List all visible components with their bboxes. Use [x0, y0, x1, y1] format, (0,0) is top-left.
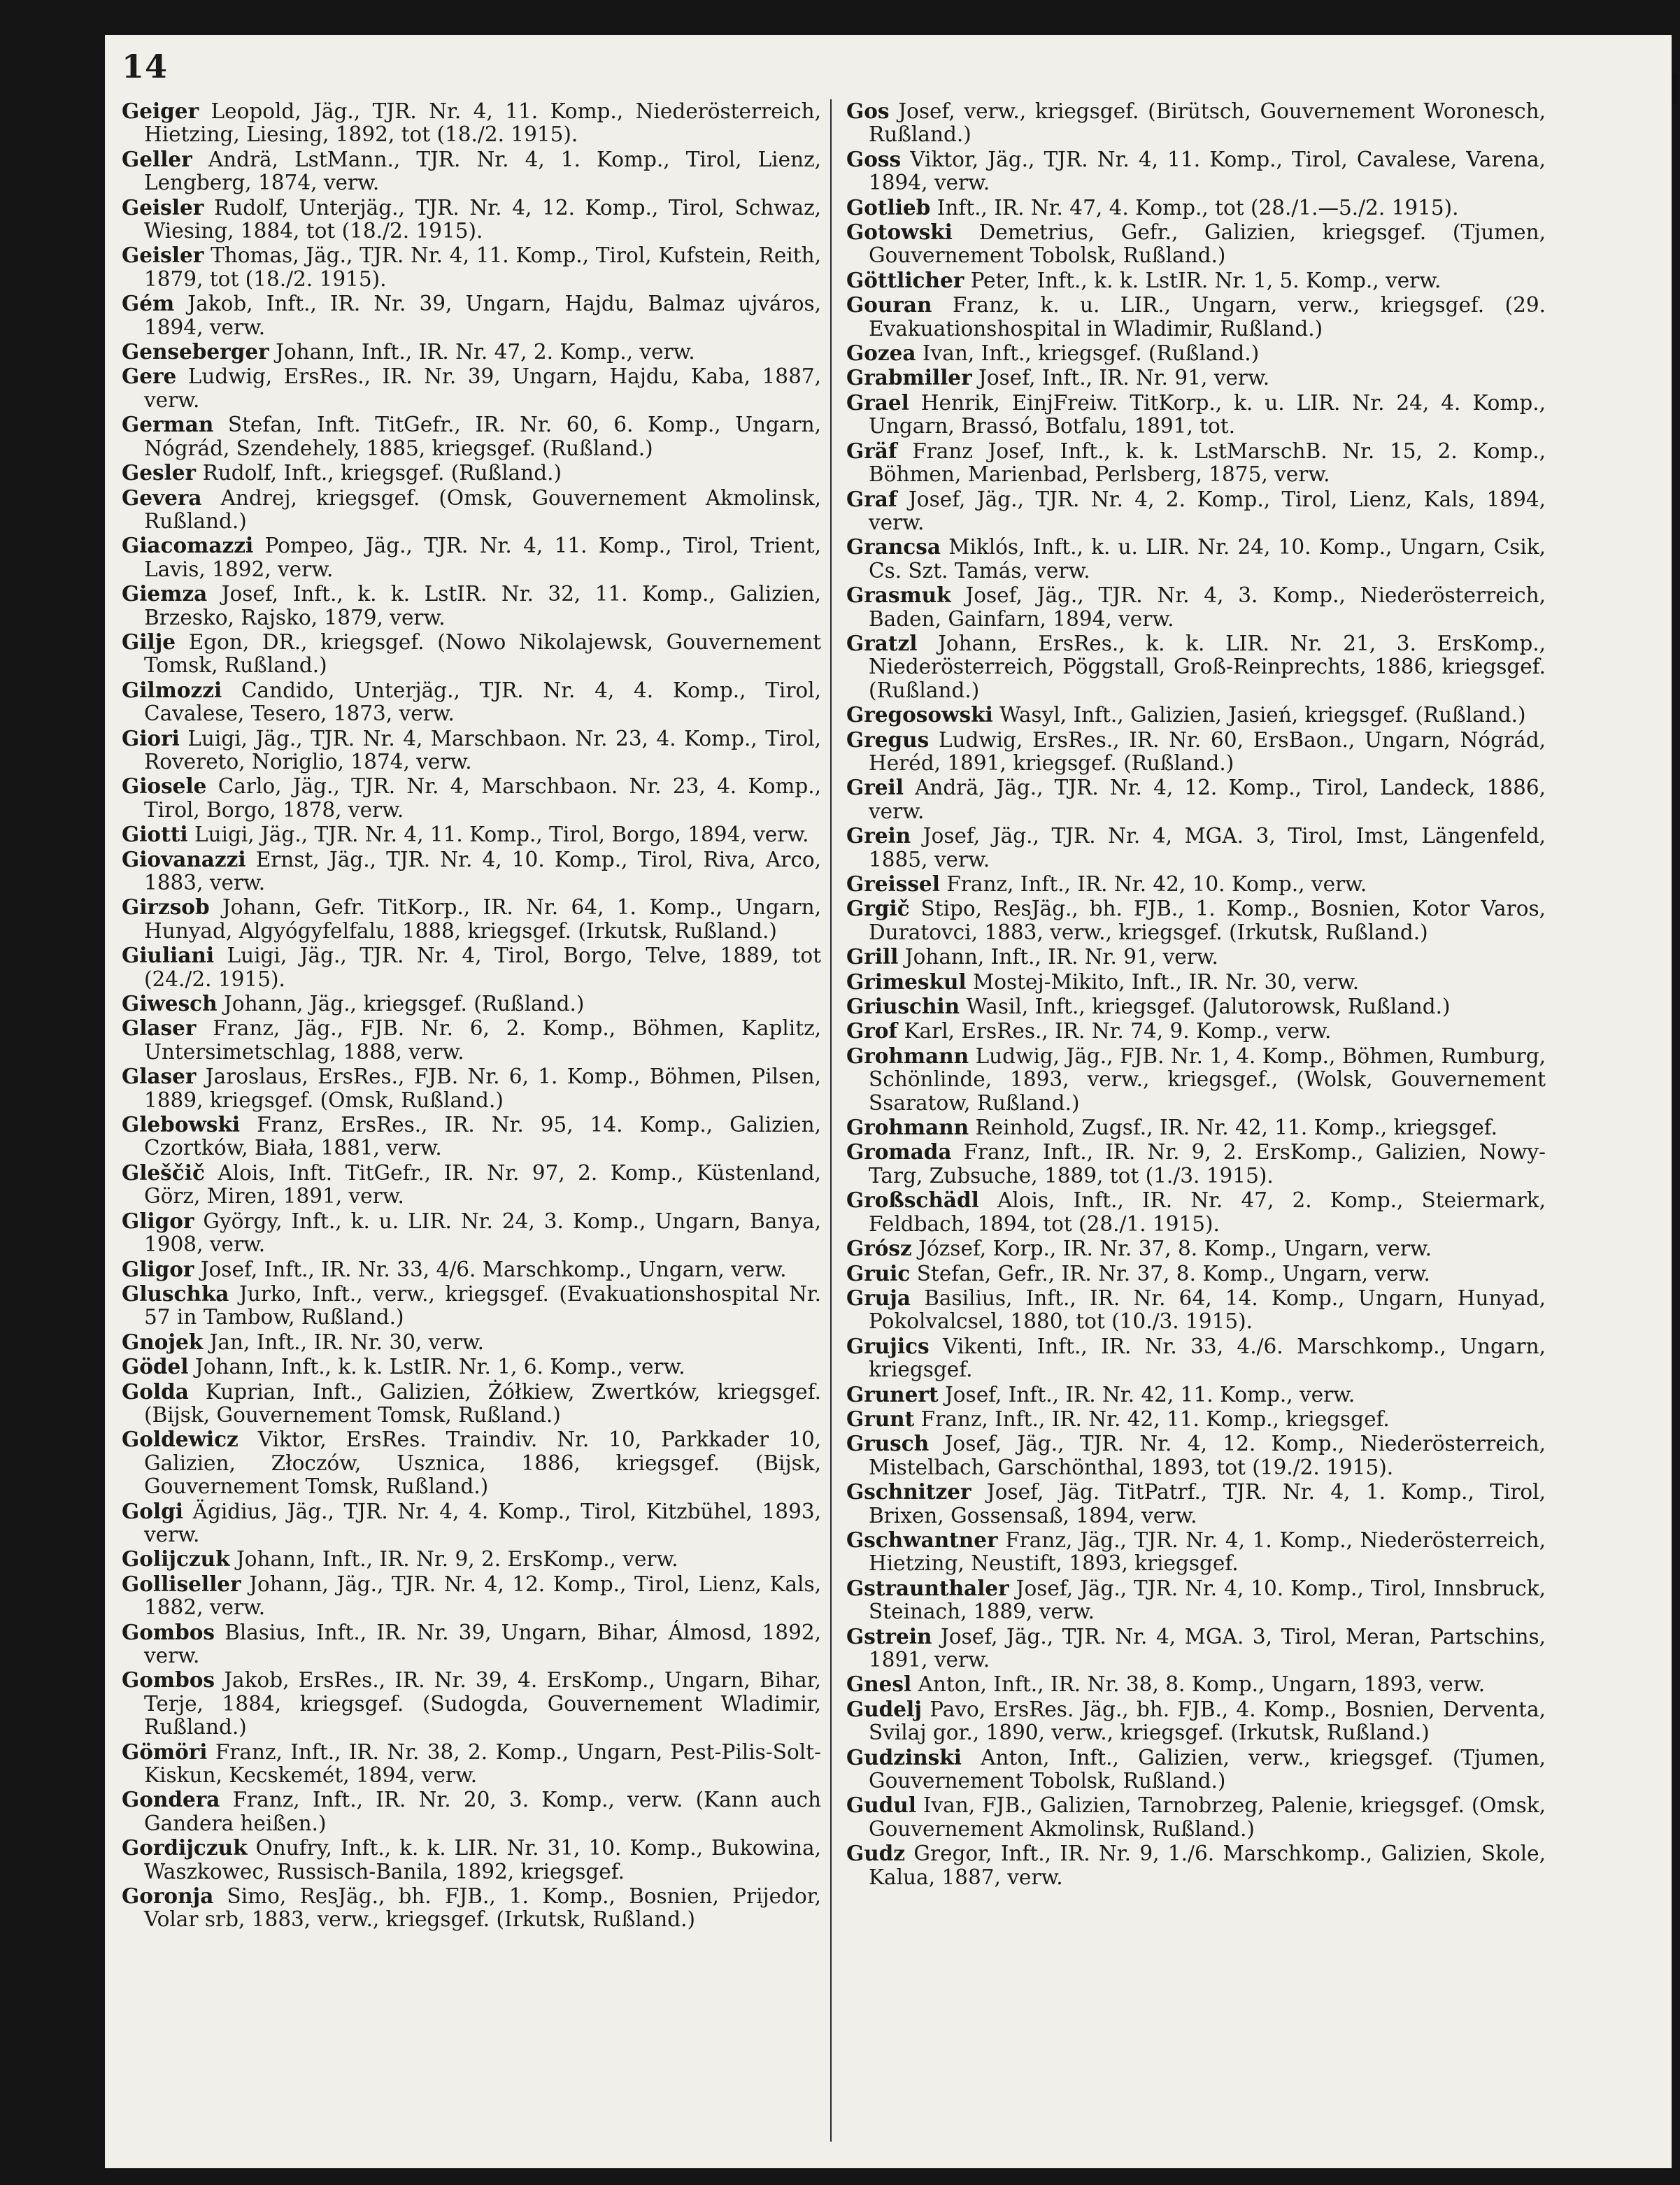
- casualty-entry: [846, 728, 1546, 776]
- entry-surname: Glaser: [122, 1016, 197, 1041]
- casualty-entry: [122, 1113, 821, 1160]
- entry-surname: Gnojek: [122, 1329, 204, 1354]
- entry-details: Stipo, ResJäg., bh. FJB., 1. Komp., Bosnien, Kotor Varos, Duratovci, 1883, verw., kriegsgef. (Irkutsk, Rußland.): [869, 897, 1546, 944]
- casualty-entry: [846, 293, 1546, 341]
- casualty-entry: [122, 1355, 821, 1379]
- entry-details: Henrik, EinjFreiw. TitKorp., k. u. LIR. Nr. 24, 4. Komp., Ungarn, Brassó, Botfalu, 1891, tot.: [869, 390, 1546, 439]
- entry-surname: Gluschka: [122, 1281, 229, 1306]
- casualty-entry: [846, 1672, 1546, 1696]
- casualty-entry: [122, 1161, 821, 1209]
- entry-surname: Grgič: [846, 896, 910, 921]
- casualty-entry: [122, 582, 821, 629]
- casualty-entry: [846, 824, 1546, 871]
- entry-details: Josef, Jäg., TJR. Nr. 4, 10. Komp., Tirol, Innsbruck, Steinach, 1889, verw.: [869, 1576, 1546, 1624]
- casualty-entry: [846, 1793, 1546, 1841]
- entry-details: Thomas, Jäg., TJR. Nr. 4, 11. Komp., Tirol, Kufstein, Reith, 1879, tot (18./2. 1915).: [144, 243, 821, 291]
- casualty-entry: [122, 630, 821, 678]
- entry-surname: Gligor: [122, 1256, 194, 1281]
- entry-surname: Grabmiller: [846, 365, 972, 390]
- entry-details: Stefan, Inft. TitGefr., IR. Nr. 60, 6. Komp., Ungarn, Nógrád, Szendehely, 1885, kriegsgef. (Rußland.): [144, 413, 821, 460]
- entry-details: Ludwig, ErsRes., IR. Nr. 39, Ungarn, Hajdu, Kaba, 1887, verw.: [144, 364, 821, 412]
- entry-surname: Griuschin: [846, 994, 960, 1019]
- entry-surname: Gém: [122, 291, 175, 316]
- entry-surname: Geisler: [122, 194, 204, 220]
- entry-details: Peter, Inft., k. k. LstIR. Nr. 1, 5. Komp., verw.: [970, 268, 1441, 292]
- casualty-entry: [846, 1116, 1546, 1139]
- entry-details: Inft., IR. Nr. 47, 4. Komp., tot (28./1.—5./2. 1915).: [937, 195, 1459, 220]
- entry-surname: Grósz: [846, 1236, 912, 1261]
- entry-details: Blasius, Inft., IR. Nr. 39, Ungarn, Bihar, Álmosd, 1892, verw.: [144, 1620, 821, 1667]
- casualty-entry: [846, 196, 1546, 220]
- casualty-entry: [846, 1044, 1546, 1115]
- casualty-entry: [122, 534, 821, 581]
- entry-surname: Geisler: [122, 243, 204, 268]
- entry-surname: Giosele: [122, 774, 207, 799]
- entry-surname: Grael: [846, 390, 909, 415]
- entry-surname: Göttlicher: [846, 267, 964, 292]
- entry-details: Johann, Gefr. TitKorp., IR. Nr. 64, 1. Komp., Ungarn, Hunyad, Algyógyfelfalu, 1888, kriegsgef. (Irkutsk, Rußland.): [144, 895, 821, 943]
- entry-surname: Giotti: [122, 822, 188, 847]
- casualty-entry: [846, 366, 1546, 390]
- entry-surname: Greissel: [846, 871, 940, 896]
- entry-surname: Gudz: [846, 1841, 906, 1866]
- casualty-entry: [846, 439, 1546, 487]
- entry-details: Johann, Inft., IR. Nr. 47, 2. Komp., verw.: [276, 340, 695, 364]
- casualty-entry: [122, 1282, 821, 1330]
- entry-details: Ludwig, ErsRes., IR. Nr. 60, ErsBaon., Ungarn, Nógrád, Heréd, 1891, kriegsgef. (Rußland.): [869, 727, 1546, 775]
- entry-details: Alois, Inft., IR. Nr. 47, 2. Komp., Steiermark, Feldbach, 1894, tot (28./1. 1915).: [869, 1188, 1546, 1236]
- entry-surname: Gilmozzi: [122, 677, 222, 702]
- casualty-entry: [846, 1528, 1546, 1576]
- entry-details: Pompeo, Jäg., TJR. Nr. 4, 11. Komp., Tirol, Trient, Lavis, 1892, verw.: [144, 534, 821, 581]
- entry-details: Basilius, Inft., IR. Nr. 64, 14. Komp., Ungarn, Hunyad, Pokolvalcsel, 1880, tot (10./3. 1915).: [869, 1286, 1546, 1334]
- entry-surname: Gräf: [846, 438, 897, 463]
- entry-surname: Grohmann: [846, 1043, 969, 1068]
- entry-surname: Graf: [846, 486, 897, 511]
- casualty-entry: [846, 391, 1546, 439]
- entry-details: Wasil, Inft., kriegsgef. (Jalutorowsk, Rußland.): [966, 995, 1451, 1019]
- entry-details: Franz, Inft., IR. Nr. 20, 3. Komp., verw. (Kann auch Gandera heißen.): [144, 1788, 821, 1835]
- entry-details: Ivan, FJB., Galizien, Tarnobrzeg, Palenie, kriegsgef. (Omsk, Gouvernement Akmolinsk, Rußland.): [869, 1793, 1546, 1841]
- casualty-entry: [846, 1432, 1546, 1479]
- column-divider: [830, 99, 832, 2142]
- entry-details: Johann, Inft., IR. Nr. 91, verw.: [904, 945, 1218, 969]
- entry-surname: Gnesl: [846, 1672, 912, 1697]
- entry-surname: Gstraunthaler: [846, 1575, 1009, 1600]
- entry-details: Andrä, LstMann., TJR. Nr. 4, 1. Komp., Tirol, Lienz, Lengberg, 1874, verw.: [144, 147, 821, 195]
- casualty-entry: [846, 1019, 1546, 1043]
- entry-details: Rudolf, Inft., kriegsgef. (Rußland.): [202, 461, 562, 485]
- casualty-entry: [122, 823, 821, 846]
- entry-details: Ludwig, Jäg., FJB. Nr. 1, 4. Komp., Böhmen, Rumburg, Schönlinde, 1893, verw., kriegsgef., (Wolsk, Gouvernement Ssaratow, Rußland.): [869, 1044, 1546, 1115]
- entry-details: Rudolf, Unterjäg., TJR. Nr. 4, 12. Komp., Tirol, Schwaz, Wiesing, 1884, tot (18./2. 1915).: [144, 195, 821, 243]
- casualty-entry: [846, 970, 1546, 994]
- entry-surname: Greil: [846, 775, 904, 800]
- entry-details: Jurko, Inft., verw., kriegsgef. (Evakuationshospital Nr. 57 in Tambow, Rußland.): [144, 1281, 821, 1330]
- entry-surname: Giwesch: [122, 991, 218, 1016]
- entry-details: Ernst, Jäg., TJR. Nr. 4, 10. Komp., Tirol, Riva, Arco, 1883, verw.: [144, 847, 821, 895]
- casualty-entry: [122, 486, 821, 534]
- entry-details: Johann, Inft., IR. Nr. 9, 2. ErsKomp., verw.: [236, 1547, 678, 1572]
- entry-surname: Grunert: [846, 1381, 939, 1407]
- entry-surname: Goss: [846, 146, 902, 171]
- casualty-entry: [846, 1188, 1546, 1236]
- entry-details: Stefan, Gefr., IR. Nr. 37, 8. Komp., Ungarn, verw.: [916, 1261, 1430, 1286]
- entry-details: Franz, Jäg., FJB. Nr. 6, 2. Komp., Böhmen, Kaplitz, Untersimetschlag, 1888, verw.: [144, 1016, 821, 1064]
- entry-surname: Golliseller: [122, 1571, 241, 1596]
- entry-details: Luigi, Jäg., TJR. Nr. 4, Marschbaon. Nr. 23, 4. Komp., Tirol, Rovereto, Noriglio, 1874, verw.: [144, 726, 821, 774]
- entry-details: Franz, k. u. LIR., Ungarn, verw., kriegsgef. (29. Evakuationshospital in Wladimir, Rußland.): [869, 293, 1546, 341]
- casualty-entry: [846, 1237, 1546, 1260]
- entry-surname: Gudzinski: [846, 1744, 962, 1770]
- entry-details: Josef, Inft., IR. Nr. 42, 11. Komp., verw.: [944, 1382, 1355, 1407]
- entry-details: Josef, Jäg. TitPatrf., TJR. Nr. 4, 1. Komp., Tirol, Brixen, Gossensaß, 1894, verw.: [869, 1480, 1546, 1528]
- scan-edge-mark: [1672, 73, 1677, 104]
- entry-surname: Gordijczuk: [122, 1835, 248, 1860]
- entry-details: Karl, ErsRes., IR. Nr. 74, 9. Komp., verw.: [904, 1019, 1332, 1044]
- page-number: 14: [122, 48, 169, 85]
- casualty-entry: [122, 1884, 821, 1932]
- entry-details: Onufry, Inft., k. k. LIR. Nr. 31, 10. Komp., Bukowina, Waszkowec, Russisch-Banila, 1892, kriegsgef.: [144, 1836, 821, 1884]
- entry-details: Johann, Inft., k. k. LstIR. Nr. 1, 6. Komp., verw.: [194, 1355, 685, 1379]
- casualty-entry: [846, 1335, 1546, 1382]
- entry-surname: Golijczuk: [122, 1546, 230, 1572]
- entry-details: Andrä, Jäg., TJR. Nr. 4, 12. Komp., Tirol, Landeck, 1886, verw.: [869, 776, 1546, 823]
- casualty-entry: [122, 292, 821, 339]
- entry-details: Franz Josef, Inft., k. k. LstMarschB. Nr. 15, 2. Komp., Böhmen, Marienbad, Perlsberg, 1875, verw.: [869, 439, 1546, 487]
- entry-surname: Giori: [122, 725, 180, 750]
- entry-details: Ägidius, Jäg., TJR. Nr. 4, 4. Komp., Tirol, Kitzbühel, 1893, verw.: [144, 1499, 821, 1546]
- casualty-entry: [846, 148, 1546, 195]
- casualty-entry: [846, 1577, 1546, 1624]
- entry-details: Jaroslaus, ErsRes., FJB. Nr. 6, 1. Komp., Böhmen, Pilsen, 1889, kriegsgef. (Omsk, Rußland.): [144, 1065, 821, 1112]
- entry-surname: Gruja: [846, 1285, 911, 1310]
- casualty-entry: [122, 340, 821, 364]
- casualty-entry: [846, 1698, 1546, 1745]
- casualty-entry: [122, 1740, 821, 1788]
- casualty-entry: [846, 945, 1546, 969]
- casualty-entry: [122, 848, 821, 895]
- entry-surname: Giuliani: [122, 943, 215, 968]
- casualty-entry: [122, 1788, 821, 1835]
- casualty-entry: [122, 1621, 821, 1668]
- entry-details: Josef, Jäg., TJR. Nr. 4, MGA. 3, Tirol, Meran, Partschins, 1891, verw.: [869, 1624, 1546, 1672]
- entry-details: Mostej-Mikito, Inft., IR. Nr. 30, verw.: [973, 969, 1360, 994]
- casualty-entry: [122, 1330, 821, 1354]
- entry-details: Pavo, ErsRes. Jäg., bh. FJB., 4. Komp., Bosnien, Derventa, Svilaj gor., 1890, verw., kriegsgef. (Irkutsk, Rußland.): [869, 1697, 1546, 1745]
- entry-surname: Gregus: [846, 727, 930, 752]
- entry-details: Wasyl, Inft., Galizien, Jasień, kriegsgef. (Rußland.): [999, 703, 1526, 727]
- entry-details: Kuprian, Inft., Galizien, Żółkiew, Zwertków, kriegsgef. (Bijsk, Gouvernement Tomsk, Rußland.): [144, 1379, 821, 1427]
- entry-surname: Gudul: [846, 1793, 916, 1818]
- entry-details: Jan, Inft., IR. Nr. 30, verw.: [209, 1330, 485, 1354]
- casualty-entry: [122, 1065, 821, 1112]
- entry-surname: Gotowski: [846, 220, 953, 245]
- entry-details: Anton, Inft., IR. Nr. 38, 8. Komp., Ungarn, 1893, verw.: [918, 1672, 1486, 1697]
- entry-surname: Giovanazzi: [122, 846, 246, 871]
- entry-surname: Gschwantner: [846, 1527, 998, 1552]
- entry-surname: Gozea: [846, 341, 916, 366]
- entry-details: Gregor, Inft., IR. Nr. 9, 1./6. Marschkomp., Galizien, Skole, Kalua, 1887, verw.: [869, 1842, 1546, 1889]
- entry-surname: Goldewicz: [122, 1427, 239, 1452]
- entry-details: József, Korp., IR. Nr. 37, 8. Komp., Ungarn, verw.: [918, 1237, 1432, 1261]
- casualty-entry: [122, 944, 821, 991]
- entry-details: Reinhold, Zugsf., IR. Nr. 42, 11. Komp., kriegsgef.: [975, 1116, 1498, 1140]
- entry-details: Josef, Inft., k. k. LstIR. Nr. 32, 11. Komp., Galizien, Brzesko, Rajsko, 1879, verw.: [144, 582, 821, 629]
- entry-details: Miklós, Inft., k. u. LIR. Nr. 24, 10. Komp., Ungarn, Csik, Cs. Szt. Tamás, verw.: [869, 535, 1546, 583]
- entry-surname: Grohmann: [846, 1115, 969, 1140]
- casualty-entry: [122, 678, 821, 726]
- entry-surname: Gevera: [122, 485, 202, 510]
- entry-surname: Gombos: [122, 1667, 215, 1693]
- entry-details: Candido, Unterjäg., TJR. Nr. 4, 4. Komp., Tirol, Cavalese, Tesero, 1873, verw.: [144, 678, 821, 726]
- casualty-entry: [122, 413, 821, 460]
- entry-surname: Golgi: [122, 1498, 183, 1523]
- casualty-entry: [122, 727, 821, 774]
- casualty-entry: [122, 1547, 821, 1571]
- casualty-entry: [846, 487, 1546, 535]
- entry-details: Jakob, ErsRes., IR. Nr. 39, 4. ErsKomp., Ungarn, Bihar, Terje, 1884, kriegsgef. (Sudogda, Gouvernement Wladimir, Rußland.): [144, 1668, 821, 1739]
- entry-surname: Grein: [846, 823, 911, 848]
- entry-surname: Glebowski: [122, 1112, 241, 1137]
- entry-details: Johann, Jäg., TJR. Nr. 4, 12. Komp., Tirol, Lienz, Kals, 1882, verw.: [144, 1572, 821, 1620]
- entry-details: Jakob, Inft., IR. Nr. 39, Ungarn, Hajdu, Balmaz ujváros, 1894, verw.: [144, 292, 821, 339]
- entry-surname: Gouran: [846, 292, 932, 318]
- entry-details: Andrej, kriegsgef. (Omsk, Gouvernement Akmolinsk, Rußland.): [144, 485, 821, 533]
- casualty-entry: [122, 148, 821, 195]
- casualty-entry: [122, 1500, 821, 1547]
- entry-surname: Geiger: [122, 99, 199, 123]
- casualty-entry: [846, 1480, 1546, 1528]
- casualty-entry: [846, 1140, 1546, 1188]
- entry-details: Viktor, ErsRes. Traindiv. Nr. 10, Parkkader 10, Galizien, Złoczów, Usznica, 1886, kriegsgef. (Bijsk, Gouvernement Tomsk, Rußland.): [144, 1428, 821, 1499]
- entry-details: Demetrius, Gefr., Galizien, kriegsgef. (Tjumen, Gouvernement Tobolsk, Rußland.): [869, 220, 1546, 268]
- entry-surname: Grimeskul: [846, 969, 967, 994]
- entry-details: Leopold, Jäg., TJR. Nr. 4, 11. Komp., Niederösterreich, Hietzing, Liesing, 1892, tot (18./2. 1915).: [144, 99, 821, 147]
- casualty-entry: [846, 1842, 1546, 1889]
- entry-surname: Gstrein: [846, 1623, 932, 1649]
- casualty-entry: [846, 220, 1546, 268]
- entry-surname: Gere: [122, 364, 177, 389]
- entry-details: Josef, Jäg., TJR. Nr. 4, 2. Komp., Tirol, Lienz, Kals, 1894, verw.: [869, 487, 1546, 534]
- entry-details: Simo, ResJäg., bh. FJB., 1. Komp., Bosnien, Prijedor, Volar srb, 1883, verw., kriegsgef. (Irkutsk, Rußland.): [144, 1884, 821, 1932]
- casualty-entry: [122, 364, 821, 412]
- casualty-entry: [846, 872, 1546, 896]
- casualty-entry: [846, 703, 1546, 727]
- entry-details: Carlo, Jäg., TJR. Nr. 4, Marschbaon. Nr. 23, 4. Komp., Tirol, Borgo, 1878, verw.: [144, 774, 821, 822]
- entry-surname: Gilje: [122, 629, 176, 654]
- right-column: [846, 99, 1546, 1890]
- entry-surname: Giemza: [122, 581, 208, 606]
- casualty-entry: [122, 1428, 821, 1498]
- casualty-entry: [122, 895, 821, 943]
- entry-details: Luigi, Jäg., TJR. Nr. 4, Tirol, Borgo, Telve, 1889, tot (24./2. 1915).: [144, 944, 821, 991]
- casualty-entry: [846, 99, 1546, 147]
- casualty-entry: [846, 632, 1546, 702]
- entry-details: Josef, verw., kriegsgef. (Birütsch, Gouvernement Woronesch, Rußland.): [869, 99, 1546, 147]
- casualty-entry: [846, 776, 1546, 823]
- casualty-entry: [122, 992, 821, 1016]
- entry-details: Josef, Inft., IR. Nr. 91, verw.: [978, 366, 1270, 390]
- entry-surname: Goronja: [122, 1884, 214, 1909]
- entry-details: Ivan, Inft., kriegsgef. (Rußland.): [922, 341, 1260, 366]
- casualty-entry: [846, 1407, 1546, 1431]
- casualty-entry: [846, 1746, 1546, 1793]
- entry-details: Anton, Inft., Galizien, verw., kriegsgef. (Tjumen, Gouvernement Tobolsk, Rußland.): [869, 1745, 1546, 1793]
- entry-surname: Girzsob: [122, 895, 210, 920]
- entry-details: Viktor, Jäg., TJR. Nr. 4, 11. Komp., Tirol, Cavalese, Varena, 1894, verw.: [869, 147, 1546, 195]
- document-page: [105, 35, 1672, 2168]
- casualty-entry: [846, 535, 1546, 583]
- casualty-entry: [846, 995, 1546, 1018]
- entry-surname: German: [122, 412, 214, 437]
- entry-surname: Gotlieb: [846, 194, 931, 220]
- entry-details: Franz, Inft., IR. Nr. 42, 11. Komp., kriegsgef.: [920, 1407, 1390, 1431]
- entry-surname: Grancsa: [846, 534, 941, 560]
- entry-details: Johann, ErsRes., k. k. LIR. Nr. 21, 3. ErsKomp., Niederösterreich, Pöggstall, Groß-Reinprechts, 1886, kriegsgef. (Rußland.): [869, 631, 1546, 702]
- entry-surname: Gos: [846, 99, 890, 123]
- casualty-entry: [122, 243, 821, 291]
- entry-surname: Gondera: [122, 1787, 220, 1812]
- entry-surname: Glaser: [122, 1064, 197, 1089]
- entry-surname: Genseberger: [122, 339, 269, 364]
- casualty-entry: [122, 1668, 821, 1739]
- entry-details: Josef, Jäg., TJR. Nr. 4, MGA. 3, Tirol, Imst, Längenfeld, 1885, verw.: [869, 824, 1546, 871]
- entry-surname: Giacomazzi: [122, 533, 254, 558]
- entry-details: Franz, Inft., IR. Nr. 38, 2. Komp., Ungarn, Pest-Pilis-Solt-Kiskun, Kecskemét, 1894, verw.: [144, 1739, 821, 1788]
- casualty-entry: [846, 269, 1546, 292]
- entry-surname: Golda: [122, 1379, 189, 1404]
- entry-surname: Grill: [846, 944, 899, 969]
- casualty-entry: [122, 1209, 821, 1257]
- entry-details: Luigi, Jäg., TJR. Nr. 4, 11. Komp., Tirol, Borgo, 1894, verw.: [194, 823, 809, 847]
- entry-details: Josef, Jäg., TJR. Nr. 4, 3. Komp., Niederösterreich, Baden, Gainfarn, 1894, verw.: [869, 583, 1546, 631]
- entry-details: Josef, Jäg., TJR. Nr. 4, 12. Komp., Niederösterreich, Mistelbach, Garschönthal, 1893, tot (19./2. 1915).: [869, 1432, 1546, 1479]
- entry-surname: Grujics: [846, 1333, 930, 1358]
- entry-surname: Gligor: [122, 1208, 194, 1233]
- casualty-entry: [846, 1262, 1546, 1286]
- casualty-entry: [846, 897, 1546, 944]
- entry-details: Franz, ErsRes., IR. Nr. 95, 14. Komp., Galizien, Czortków, Biała, 1881, verw.: [144, 1113, 821, 1160]
- entry-details: György, Inft., k. u. LIR. Nr. 24, 3. Komp., Ungarn, Banya, 1908, verw.: [144, 1209, 821, 1257]
- casualty-entry: [122, 1016, 821, 1064]
- casualty-entry: [122, 1380, 821, 1428]
- entry-details: Franz, Jäg., TJR. Nr. 4, 1. Komp., Niederösterreich, Hietzing, Neustift, 1893, kriegsgef.: [869, 1528, 1546, 1576]
- entry-details: Johann, Jäg., kriegsgef. (Rußland.): [223, 992, 585, 1016]
- casualty-entry: [846, 1383, 1546, 1407]
- casualty-entry: [122, 99, 821, 147]
- entry-surname: Grof: [846, 1018, 898, 1044]
- casualty-entry: [846, 341, 1546, 365]
- casualty-entry: [122, 196, 821, 243]
- entry-details: Alois, Inft. TitGefr., IR. Nr. 97, 2. Komp., Küstenland, Görz, Miren, 1891, verw.: [144, 1160, 821, 1209]
- entry-details: Vikenti, Inft., IR. Nr. 33, 4./6. Marschkomp., Ungarn, kriegsgef.: [869, 1334, 1546, 1382]
- entry-surname: Gleščič: [122, 1160, 205, 1185]
- casualty-entry: [122, 1572, 821, 1620]
- entry-details: Franz, Inft., IR. Nr. 9, 2. ErsKomp., Galizien, Nowy-Targ, Zubsuche, 1889, tot (1./3. 1915).: [869, 1140, 1546, 1188]
- entry-surname: Grasmuk: [846, 583, 951, 608]
- entry-surname: Gschnitzer: [846, 1479, 971, 1504]
- entry-surname: Gromada: [846, 1139, 952, 1165]
- casualty-entry: [846, 1625, 1546, 1672]
- left-column: [122, 99, 821, 1933]
- entry-surname: Gombos: [122, 1619, 215, 1644]
- entry-surname: Grusch: [846, 1431, 930, 1456]
- entry-surname: Gruic: [846, 1260, 911, 1286]
- entry-surname: Gömöri: [122, 1739, 208, 1764]
- casualty-entry: [122, 1258, 821, 1281]
- casualty-entry: [122, 1836, 821, 1884]
- entry-surname: Gödel: [122, 1354, 189, 1379]
- entry-details: Josef, Inft., IR. Nr. 33, 4/6. Marschkomp., Ungarn, verw.: [200, 1257, 787, 1281]
- casualty-entry: [122, 774, 821, 822]
- entry-surname: Gregosowski: [846, 702, 993, 727]
- entry-surname: Grunt: [846, 1406, 915, 1431]
- entry-surname: Großschädl: [846, 1188, 979, 1213]
- casualty-entry: [846, 583, 1546, 631]
- casualty-entry: [122, 461, 821, 485]
- entry-surname: Gratzl: [846, 630, 918, 655]
- entry-surname: Geller: [122, 146, 192, 171]
- entry-details: Franz, Inft., IR. Nr. 42, 10. Komp., verw.: [946, 872, 1367, 896]
- entry-surname: Gudelj: [846, 1696, 922, 1721]
- entry-surname: Gesler: [122, 460, 197, 485]
- entry-details: Egon, DR., kriegsgef. (Nowo Nikolajewsk, Gouvernement Tomsk, Rußland.): [144, 629, 821, 678]
- casualty-entry: [846, 1286, 1546, 1334]
